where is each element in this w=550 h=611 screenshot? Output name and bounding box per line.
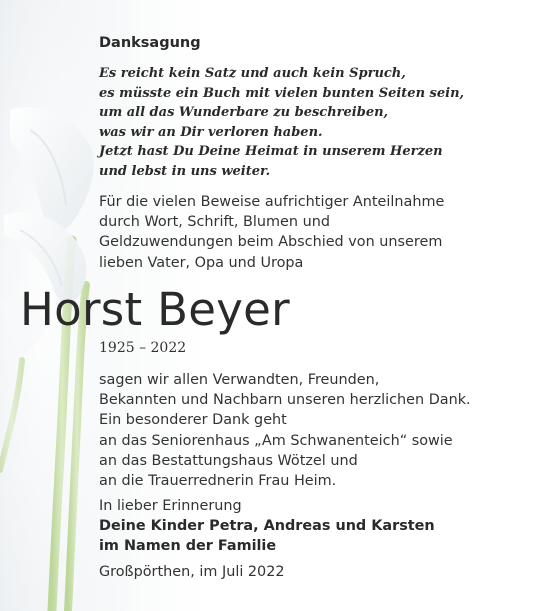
heading: Danksagung xyxy=(99,35,201,51)
family-line: Deine Kinder Petra, Andreas und Karsten xyxy=(99,518,435,535)
thanks-paragraph xyxy=(99,370,471,491)
place-date: Großpörthen, im Juli 2022 xyxy=(99,564,285,580)
thanks-line: sagen wir allen Verwandten, Freunden, xyxy=(99,372,380,388)
poem xyxy=(99,64,464,182)
poem-line: was wir an Dir verloren haben. xyxy=(99,124,323,140)
intro-paragraph xyxy=(99,192,444,273)
closing-block xyxy=(99,496,435,557)
thanks-line: an die Trauerrednerin Frau Heim. xyxy=(99,472,337,489)
poem-line: und lebst in uns weiter. xyxy=(99,163,271,179)
poem-line: um all das Wunderbare zu beschreiben, xyxy=(99,105,389,121)
closing-line: In lieber Erinnerung xyxy=(99,498,242,514)
deceased-name: Horst Beyer xyxy=(20,283,290,336)
intro-line: Für die vielen Beweise aufrichtiger Anteilnahme xyxy=(99,194,445,210)
thanks-line: an das Bestattungshaus Wötzel und xyxy=(99,452,358,469)
thanks-line: Bekannten und Nachbarn unseren herzlichen Dank. xyxy=(99,392,471,409)
poem-line: Jetzt hast Du Deine Heimat in unserem Herzen xyxy=(99,144,443,160)
poem-line: Es reicht kein Satz und auch kein Spruch, xyxy=(99,66,406,81)
family-line: im Namen der Familie xyxy=(99,538,277,555)
intro-line: lieben Vater, Opa und Uropa xyxy=(99,254,304,271)
intro-line: durch Wort, Schrift, Blumen und xyxy=(99,214,330,231)
intro-line: Geldzuwendungen beim Abschied von unserem xyxy=(99,234,443,251)
thanks-line: Ein besonderer Dank geht xyxy=(99,412,287,429)
thanks-line: an das Seniorenhaus „Am Schwanenteich“ sowie xyxy=(99,432,453,449)
life-dates: 1925 – 2022 xyxy=(99,340,187,356)
poem-line: es müsste ein Buch mit vielen bunten Seiten sein, xyxy=(99,85,465,101)
